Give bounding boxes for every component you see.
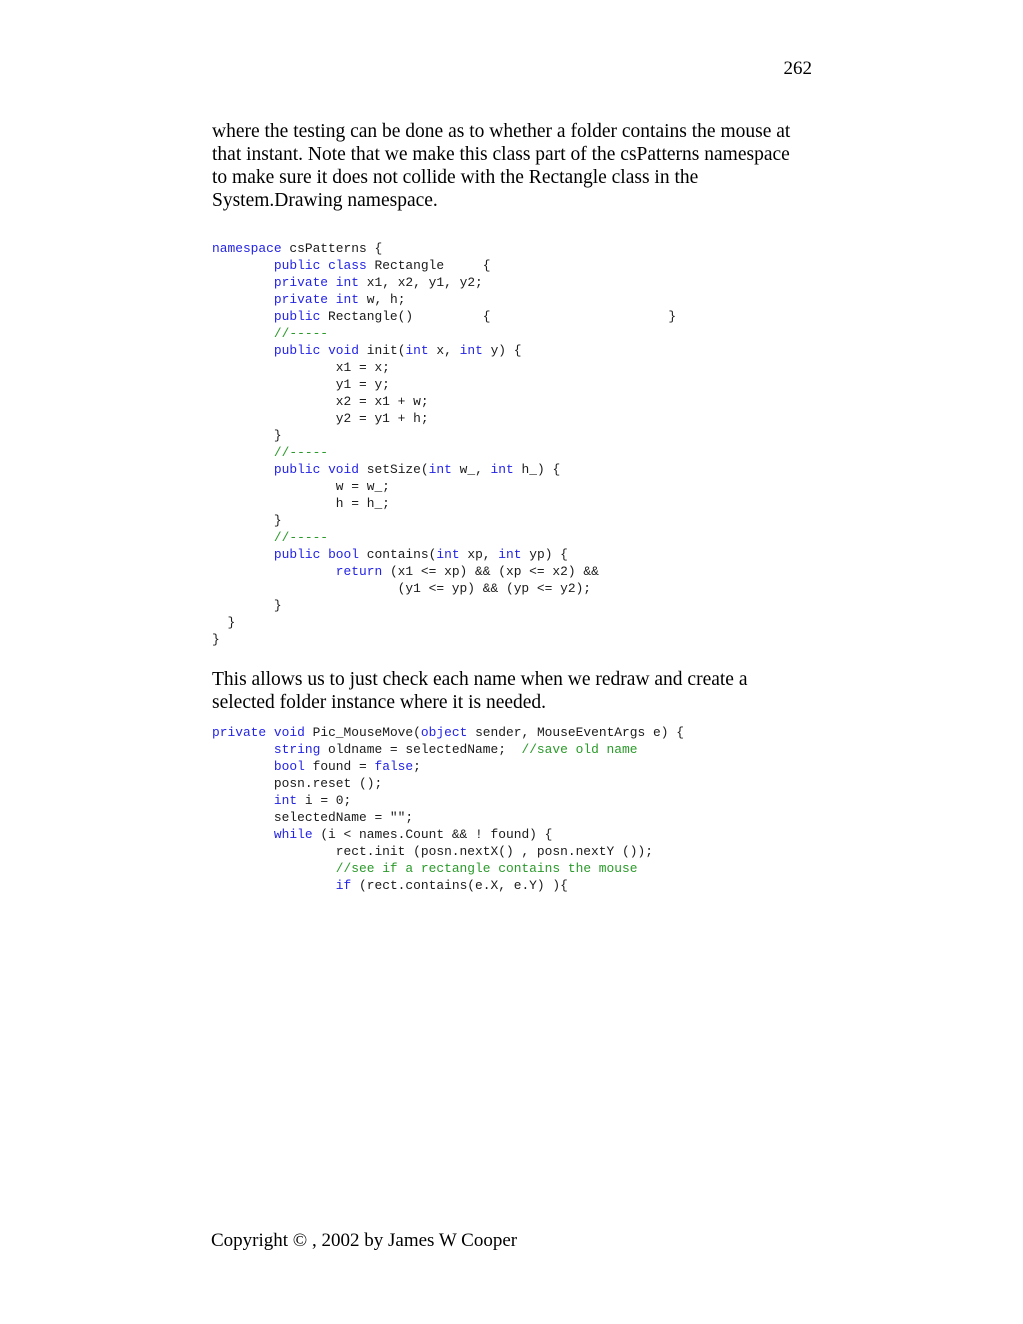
code-keyword: int: [405, 343, 429, 358]
code-text: Pic_MouseMove(: [304, 725, 421, 740]
code-text: x2 = x1 + w;: [212, 394, 429, 409]
code-line: [212, 809, 684, 826]
code-keyword: public: [273, 258, 321, 273]
middle-paragraph: [212, 668, 822, 714]
code-keyword: void: [273, 725, 305, 740]
paragraph-line: to make sure it does not collide with the Rectangle class in the: [212, 167, 699, 188]
code-text: [212, 742, 274, 757]
code-line: [212, 758, 684, 775]
code-text: [212, 258, 274, 273]
code-keyword: public: [273, 547, 321, 562]
paragraph-line: This allows us to just check each name when we redraw and create a: [212, 669, 748, 690]
code-text: w = w_;: [212, 479, 390, 494]
code-keyword: int: [273, 793, 298, 808]
code-text: contains(: [359, 547, 437, 562]
code-keyword: int: [335, 292, 360, 307]
code-line: [212, 860, 684, 877]
code-line: [212, 461, 676, 478]
code-text: [212, 547, 274, 562]
code-text: setSize(: [359, 462, 429, 477]
code-keyword: class: [328, 258, 367, 273]
code-line: [212, 240, 676, 257]
copyright-footer: Copyright © , 2002 by James W Cooper: [211, 1230, 518, 1251]
code-text: ;: [413, 759, 421, 774]
code-keyword: namespace: [212, 241, 282, 256]
code-line: [212, 597, 676, 614]
code-text: }: [212, 632, 220, 647]
code-text: yp) {: [521, 547, 568, 562]
paragraph-line: System.Drawing namespace.: [212, 190, 438, 211]
code-text: csPatterns {: [281, 241, 383, 256]
code-text: }: [212, 428, 282, 443]
code-text: oldname = selectedName;: [320, 742, 522, 757]
code-text: [212, 275, 274, 290]
code-text: Rectangle() { }: [320, 309, 677, 324]
code-text: }: [212, 513, 282, 528]
code-text: [212, 827, 274, 842]
code-text: [212, 462, 274, 477]
code-line: [212, 546, 676, 563]
code-comment: //-----: [273, 530, 329, 545]
intro-paragraph: [212, 120, 822, 212]
code-keyword: false: [374, 759, 414, 774]
code-text: [212, 793, 274, 808]
code-text: [212, 326, 274, 341]
code-comment: //save old name: [521, 742, 638, 757]
code-text: Rectangle {: [366, 258, 491, 273]
code-keyword: private: [273, 275, 329, 290]
code-listing-rectangle-class: [212, 240, 676, 648]
code-line: [212, 529, 676, 546]
code-line: [212, 843, 684, 860]
code-line: [212, 877, 684, 894]
code-text: y2 = y1 + h;: [212, 411, 429, 426]
code-line: [212, 775, 684, 792]
code-line: [212, 512, 676, 529]
code-keyword: int: [335, 275, 360, 290]
paragraph-line: where the testing can be done as to whether a folder contains the mouse at: [212, 121, 791, 142]
code-keyword: int: [436, 547, 460, 562]
code-text: }: [212, 598, 282, 613]
code-text: x1 = x;: [212, 360, 390, 375]
code-keyword: int: [459, 343, 483, 358]
code-line: [212, 376, 676, 393]
code-listing-mouse-move: [212, 724, 684, 894]
code-keyword: void: [328, 343, 360, 358]
code-keyword: private: [273, 292, 329, 307]
code-text: (i < names.Count && ! found) {: [312, 827, 553, 842]
code-comment: //see if a rectangle contains the mouse: [335, 861, 638, 876]
code-line: [212, 444, 676, 461]
code-line: [212, 325, 676, 342]
code-line: [212, 826, 684, 843]
code-text: [328, 275, 336, 290]
code-text: [266, 725, 274, 740]
code-line: [212, 741, 684, 758]
code-line: [212, 274, 676, 291]
code-text: [328, 292, 336, 307]
code-text: y1 = y;: [212, 377, 390, 392]
code-line: [212, 724, 684, 741]
code-line: [212, 580, 676, 597]
code-text: i = 0;: [297, 793, 352, 808]
code-line: [212, 393, 676, 410]
code-line: [212, 614, 676, 631]
code-text: [212, 343, 274, 358]
code-text: found =: [304, 759, 375, 774]
code-line: [212, 291, 676, 308]
code-line: [212, 427, 676, 444]
code-keyword: public: [273, 462, 321, 477]
code-line: [212, 478, 676, 495]
code-text: [320, 343, 328, 358]
code-text: [212, 878, 336, 893]
code-keyword: private: [212, 725, 267, 740]
code-keyword: if: [335, 878, 352, 893]
code-text: [320, 258, 328, 273]
code-keyword: int: [428, 462, 452, 477]
code-text: h_) {: [513, 462, 561, 477]
code-text: [212, 292, 274, 307]
code-keyword: string: [273, 742, 321, 757]
code-line: [212, 563, 676, 580]
code-keyword: while: [273, 827, 313, 842]
code-text: xp,: [459, 547, 499, 562]
code-text: init(: [359, 343, 406, 358]
code-keyword: bool: [328, 547, 360, 562]
code-text: [212, 309, 274, 324]
code-text: w_,: [451, 462, 491, 477]
code-text: [320, 462, 328, 477]
code-line: [212, 410, 676, 427]
code-text: h = h_;: [212, 496, 390, 511]
code-line: [212, 342, 676, 359]
code-comment: //-----: [273, 445, 329, 460]
code-line: [212, 495, 676, 512]
code-comment: //-----: [273, 326, 329, 341]
page-number: 262: [783, 58, 812, 79]
code-text: y) {: [482, 343, 522, 358]
code-text: posn.reset ();: [212, 776, 383, 791]
code-text: (rect.contains(e.X, e.Y) ){: [351, 878, 568, 893]
code-text: [212, 530, 274, 545]
code-text: x,: [428, 343, 460, 358]
code-line: [212, 257, 676, 274]
code-text: [212, 564, 336, 579]
code-text: sender, MouseEventArgs e) {: [467, 725, 684, 740]
code-line: [212, 359, 676, 376]
code-text: [212, 861, 336, 876]
paragraph-line: that instant. Note that we make this class part of the csPatterns namespace: [212, 144, 790, 165]
code-keyword: bool: [273, 759, 305, 774]
paragraph-line: selected folder instance where it is needed.: [212, 692, 547, 713]
code-keyword: public: [273, 309, 321, 324]
code-text: [320, 547, 328, 562]
code-line: [212, 792, 684, 809]
code-keyword: void: [328, 462, 360, 477]
code-text: }: [212, 615, 236, 630]
code-text: x1, x2, y1, y2;: [359, 275, 483, 290]
code-text: selectedName = "";: [212, 810, 414, 825]
code-text: (y1 <= yp) && (yp <= y2);: [212, 581, 592, 596]
code-keyword: int: [490, 462, 514, 477]
code-line: [212, 631, 676, 648]
code-line: [212, 308, 676, 325]
code-text: [212, 445, 274, 460]
code-keyword: public: [273, 343, 321, 358]
code-keyword: object: [420, 725, 468, 740]
code-keyword: return: [335, 564, 383, 579]
code-text: (x1 <= xp) && (xp <= x2) &&: [382, 564, 599, 579]
code-text: [212, 759, 274, 774]
code-text: w, h;: [359, 292, 406, 307]
code-text: rect.init (posn.nextX() , posn.nextY ());: [212, 844, 653, 859]
code-keyword: int: [498, 547, 522, 562]
